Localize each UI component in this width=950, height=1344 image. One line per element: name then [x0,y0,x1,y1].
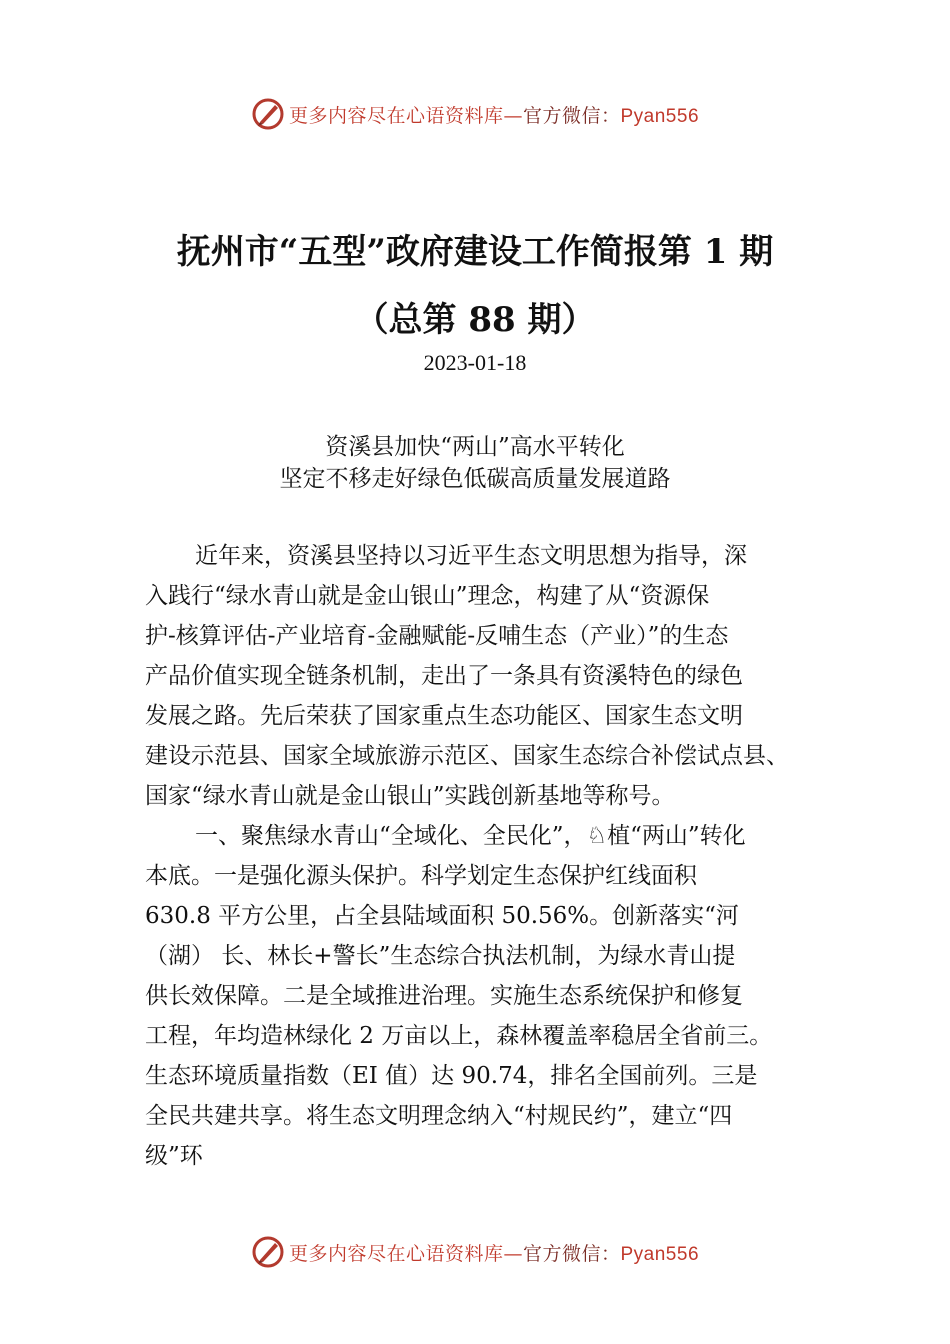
banner-wechat-id: Pyan556 [620,1243,700,1265]
body-line: 工程，年均造林绿化 2 万亩以上，森林覆盖率稳居全省前三。 [145,1023,773,1049]
document-date: 2023-01-18 [423,350,527,375]
header-banner [0,94,950,134]
footer-banner [0,1232,950,1272]
body-line: 全民共建共享。将生态文明理念纳入“村规民约”，建立“四 [145,1103,733,1129]
body-line: 建设示范县、国家全域旅游示范区、国家生态综合补偿试点县、 [145,743,789,769]
document-title: 抚州市“五型”政府建设工作简报第 1 期 [176,232,774,272]
brush-logo-icon [251,97,285,131]
banner-text [289,101,699,128]
brush-logo-icon [251,1235,285,1269]
article-title-line-1: 资溪县加快“两山”高水平转化 [325,434,625,460]
body-line: 产品价值实现全链条机制，走出了一条具有资溪特色的绿色 [145,663,743,689]
body-line: 近年来，资溪县坚持以习近平生态文明思想为指导，深 [195,543,747,569]
body-line: （湖） 长、林长+警长”生态综合执法机制，为绿水青山提 [145,943,736,969]
article-body [145,536,845,1176]
body-line: 入践行“绿水青山就是金山银山”理念，构建了从“资源保 [145,583,710,609]
body-line: 一、聚焦绿水青山“全域化、全民化”，♘植“两山”转化 [195,823,746,849]
banner-wechat-label: 官方微信： [522,1242,621,1265]
body-line: 本底。一是强化源头保护。科学划定生态保护红线面积 [145,863,697,889]
article-title-line-2: 坚定不移走好绿色低碳高质量发展道路 [279,466,671,492]
document-issue-number: （总第 88 期） [354,300,596,340]
banner-text [289,1239,699,1266]
body-line: 国家“绿水青山就是金山银山”实践创新基地等称号。 [145,783,675,809]
banner-main-text: 更多内容尽在心语资料库— [288,104,523,127]
body-line: 级”环 [145,1143,203,1169]
body-line: 发展之路。先后荣获了国家重点生态功能区、国家生态文明 [145,703,743,729]
body-line: 护-核算评估-产业培育-金融赋能-反哺生态（产业）”的生态 [145,623,729,649]
body-line: 供长效保障。二是全域推进治理。实施生态系统保护和修复 [145,983,743,1009]
body-line: 生态环境质量指数（EI 值）达 90.74，排名全国前列。三是 [145,1063,758,1089]
banner-main-text: 更多内容尽在心语资料库— [288,1242,523,1265]
banner-wechat-label: 官方微信： [522,104,621,127]
body-line: 630.8 平方公里，占全县陆域面积 50.56%。创新落实“河 [145,903,739,929]
banner-wechat-id: Pyan556 [620,105,700,127]
